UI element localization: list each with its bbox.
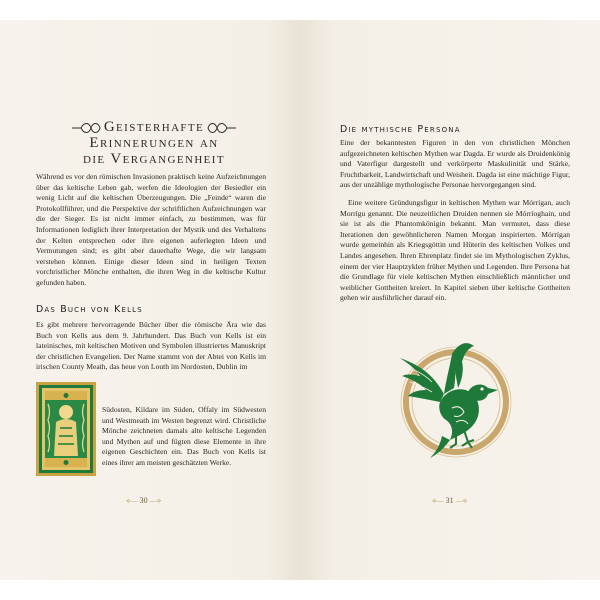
section-heading-mythic-persona: Die mythische Persona <box>340 124 461 135</box>
intro-paragraph: Während es vor den römischen Invasionen praktisch keine Aufzeichnungen über das keltische Leben gab, werfen die Ideologien der Besiedler ein wenig Licht auf die keltischen Überzeugungen. Die „Feinde“ waren die Protokollführer, und die Perspektive der schriftlichen Aufzeichnungen war die der Sieger. Es ist nicht immer einfach, zu bestimmen, was für Informationen lediglich ihrer Interpretation der Mystik und des Verhaltens der Kelten entsprechen oder ihre eigenen auferlegten Ideen und Vermutungen sind; es gibt aber dauerhafte Wege, die wir langsam verstehen können. Einige dieser Ideen sind in heiligen Texten vorchristlicher Mönche enthalten, die ihren Weg in die keltische Kultur gefunden haben. <box>36 172 266 287</box>
kells-paragraph-top: Es gibt mehrere hervorragende Bücher über die römische Ära wie das Buch von Kells aus dem 9. Jahrhundert. Das Buch von Kells ist ein lateinisches, mit keltischen Motiven und Symbolen illustriertes Manuskript der christlichen Evangelien. Der Name stammt von der Abtei von Kells im irischen County Meath, das heue von Louth im Nordosten, Dublin im <box>36 320 266 372</box>
persona-paragraph-2: Eine weitere Gründungsfigur in keltischen Mythen war Mórrígan, auch Morrígu genannt. Die neuzeitlichen Druiden nennen sie Mórríoghain, und sie ist als die Phantomkönigin bekannt. Man vermutet, dass diese Iterationen den gewöhnlicheren Namen Morgan inspirierten. Mórrígan wurde gemeinhin als Kriegsgöttin und Hüterin des keltischen Volkes und Landes angesehen. Ihren Ehrenplatz findet sie im Mythologischen Zyklus, einem der vier Hauptzyklen früher Mythen und Legenden. Ihre Persona hat die Grundlage für viele keltischen Mythen einschließlich männlicher und weiblicher Gottheiten kreiert. In Kapitel sieben über keltische Gottheiten gehen wir ausführlicher darauf ein. <box>340 198 570 303</box>
right-knot-ornament-icon <box>207 121 237 135</box>
persona-paragraph-1: Eine der bekanntesten Figuren in den von christlichen Mönchen aufgezeichneten keltischen Mythen war Dagda. Er wurde als Druidenkönig und Vaterfigur dargestellt und verkörperte Maskulinität und Stärke, Fruchtbarkeit, Landwirtschaft und Weisheit. Dagda ist eine mächtige Figur, aus der unzählige mythologische Personae hervorgegangen sind. <box>340 138 570 190</box>
chapter-title <box>44 120 264 167</box>
page-number-right: ⟡― 31 ―⟡ <box>432 496 468 505</box>
book-of-kells-illustration <box>36 382 96 476</box>
section-heading-book-of-kells: Das Buch von Kells <box>36 304 143 315</box>
kells-paragraph-wrapped: Südosten, Kildare im Süden, Offaly im Südwesten und Westmeath im Westen begrenzt wird. Christliche Mönche zeichneten damals alte keltische Legenden und Mythen auf und fügten diese Elemente in ihre eigenen Geschichten ein. Das Buch von Kells ist eines ihrer am meisten geschätzten Werke. <box>102 405 266 467</box>
left-page <box>0 20 300 580</box>
right-page <box>300 20 600 580</box>
page-ornament-left-end-icon: ―⟡ <box>149 497 162 505</box>
page-ornament-right-icon: ⟡― <box>432 497 444 505</box>
page-number-left: ⟡― 30 ―⟡ <box>126 496 162 505</box>
page-ornament-left-icon: ⟡― <box>126 497 138 505</box>
left-knot-ornament-icon <box>71 121 101 135</box>
book-spread <box>0 20 600 580</box>
chapter-title-line1: Geisterhafte <box>103 119 205 135</box>
chapter-title-line2: Erinnerungen an <box>89 135 219 151</box>
raven-medallion-illustration <box>394 336 518 470</box>
page-ornament-right-end-icon: ―⟡ <box>455 497 468 505</box>
chapter-title-line3: die Vergangenheit <box>83 151 225 167</box>
